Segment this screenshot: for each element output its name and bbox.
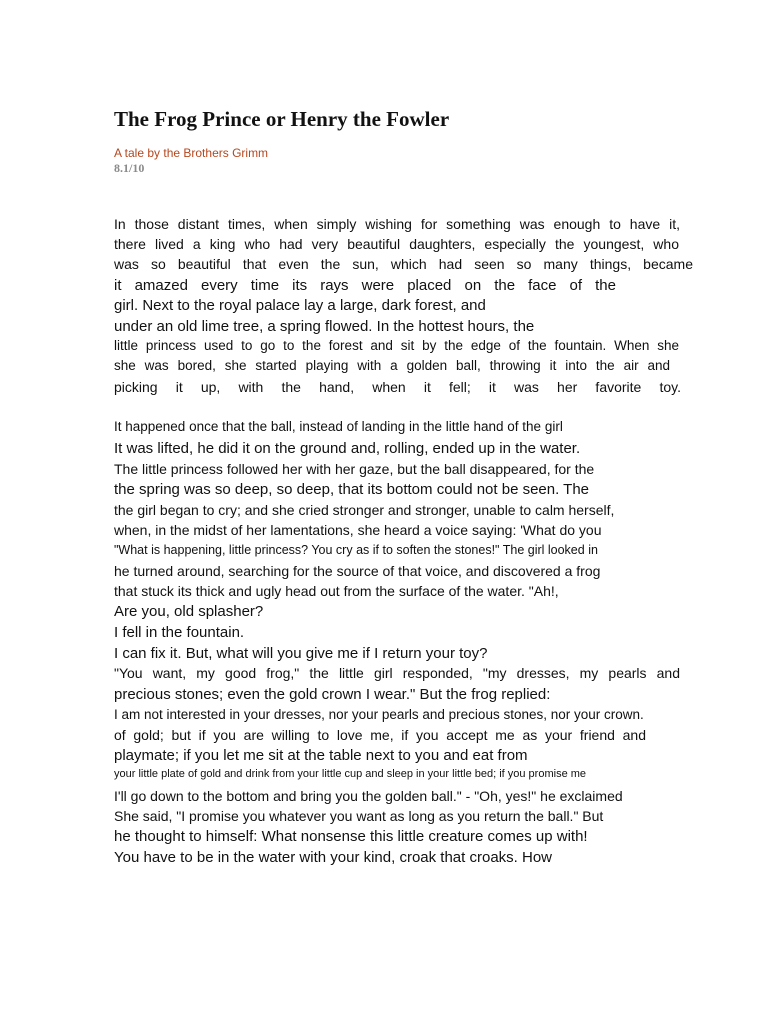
text-line: picking it up, with the hand, when it fell; it was her favorite toy. <box>114 379 681 395</box>
text-line: precious stones; even the gold crown I wear." But the frog replied: <box>114 686 551 703</box>
text-line: It was lifted, he did it on the ground and, rolling, ended up in the water. <box>114 440 581 457</box>
text-line: was so beautiful that even the sun, which had seen so many things, became <box>114 256 693 272</box>
text-line: that stuck its thick and ugly head out from the surface of the water. "Ah!, <box>114 583 559 599</box>
text-line: I can fix it. But, what will you give me if I return your toy? <box>114 645 488 662</box>
text-line: girl. Next to the royal palace lay a large, dark forest, and <box>114 297 486 314</box>
text-line: the spring was so deep, so deep, that its bottom could not be seen. The <box>114 481 590 498</box>
text-line: You have to be in the water with your kind, croak that croaks. How <box>114 849 553 866</box>
rating-label: 8.1/10 <box>114 161 145 175</box>
document-title: The Frog Prince or Henry the Fowler <box>114 107 450 131</box>
text-line: there lived a king who had very beautiful daughters, especially the youngest, who <box>114 236 679 252</box>
text-line: "You want, my good frog," the little girl responded, "my dresses, my pearls and <box>114 665 680 681</box>
text-line: Are you, old splasher? <box>114 603 264 620</box>
text-line: It happened once that the ball, instead of landing in the little hand of the girl <box>114 419 563 434</box>
text-line: she was bored, she started playing with a golden ball, throwing it into the air and <box>114 358 670 373</box>
text-line: when, in the midst of her lamentations, she heard a voice saying: 'What do you <box>114 522 602 538</box>
text-line: the girl began to cry; and she cried stronger and stronger, unable to calm herself, <box>114 502 615 518</box>
text-line: playmate; if you let me sit at the table next to you and eat from <box>114 747 528 764</box>
text-line: The little princess followed her with her gaze, but the ball disappeared, for the <box>114 461 595 477</box>
document-subtitle: A tale by the Brothers Grimm <box>114 146 269 160</box>
text-line: little princess used to go to the forest and sit by the edge of the fountain. When she <box>114 338 679 353</box>
text-line: I am not interested in your dresses, nor your pearls and precious stones, nor your crown. <box>114 707 644 722</box>
text-line: She said, "I promise you whatever you want as long as you return the ball." But <box>114 808 604 824</box>
text-line: "What is happening, little princess? You cry as if to soften the stones!" The girl looked in <box>114 543 598 557</box>
text-line: under an old lime tree, a spring flowed. In the hottest hours, the <box>114 318 535 335</box>
text-line: of gold; but if you are willing to love me, if you accept me as your friend and <box>114 727 646 743</box>
text-line: I'll go down to the bottom and bring you the golden ball." - "Oh, yes!" he exclaimed <box>114 788 623 804</box>
text-line: In those distant times, when simply wishing for something was enough to have it, <box>114 216 680 232</box>
text-line: he turned around, searching for the source of that voice, and discovered a frog <box>114 563 601 579</box>
text-line: your little plate of gold and drink from your little cup and sleep in your little bed; if you promise me <box>114 768 587 780</box>
text-line: he thought to himself: What nonsense this little creature comes up with! <box>114 828 588 845</box>
text-line: it amazed every time its rays were placed on the face of the <box>114 277 616 294</box>
text-line: I fell in the fountain. <box>114 624 245 641</box>
